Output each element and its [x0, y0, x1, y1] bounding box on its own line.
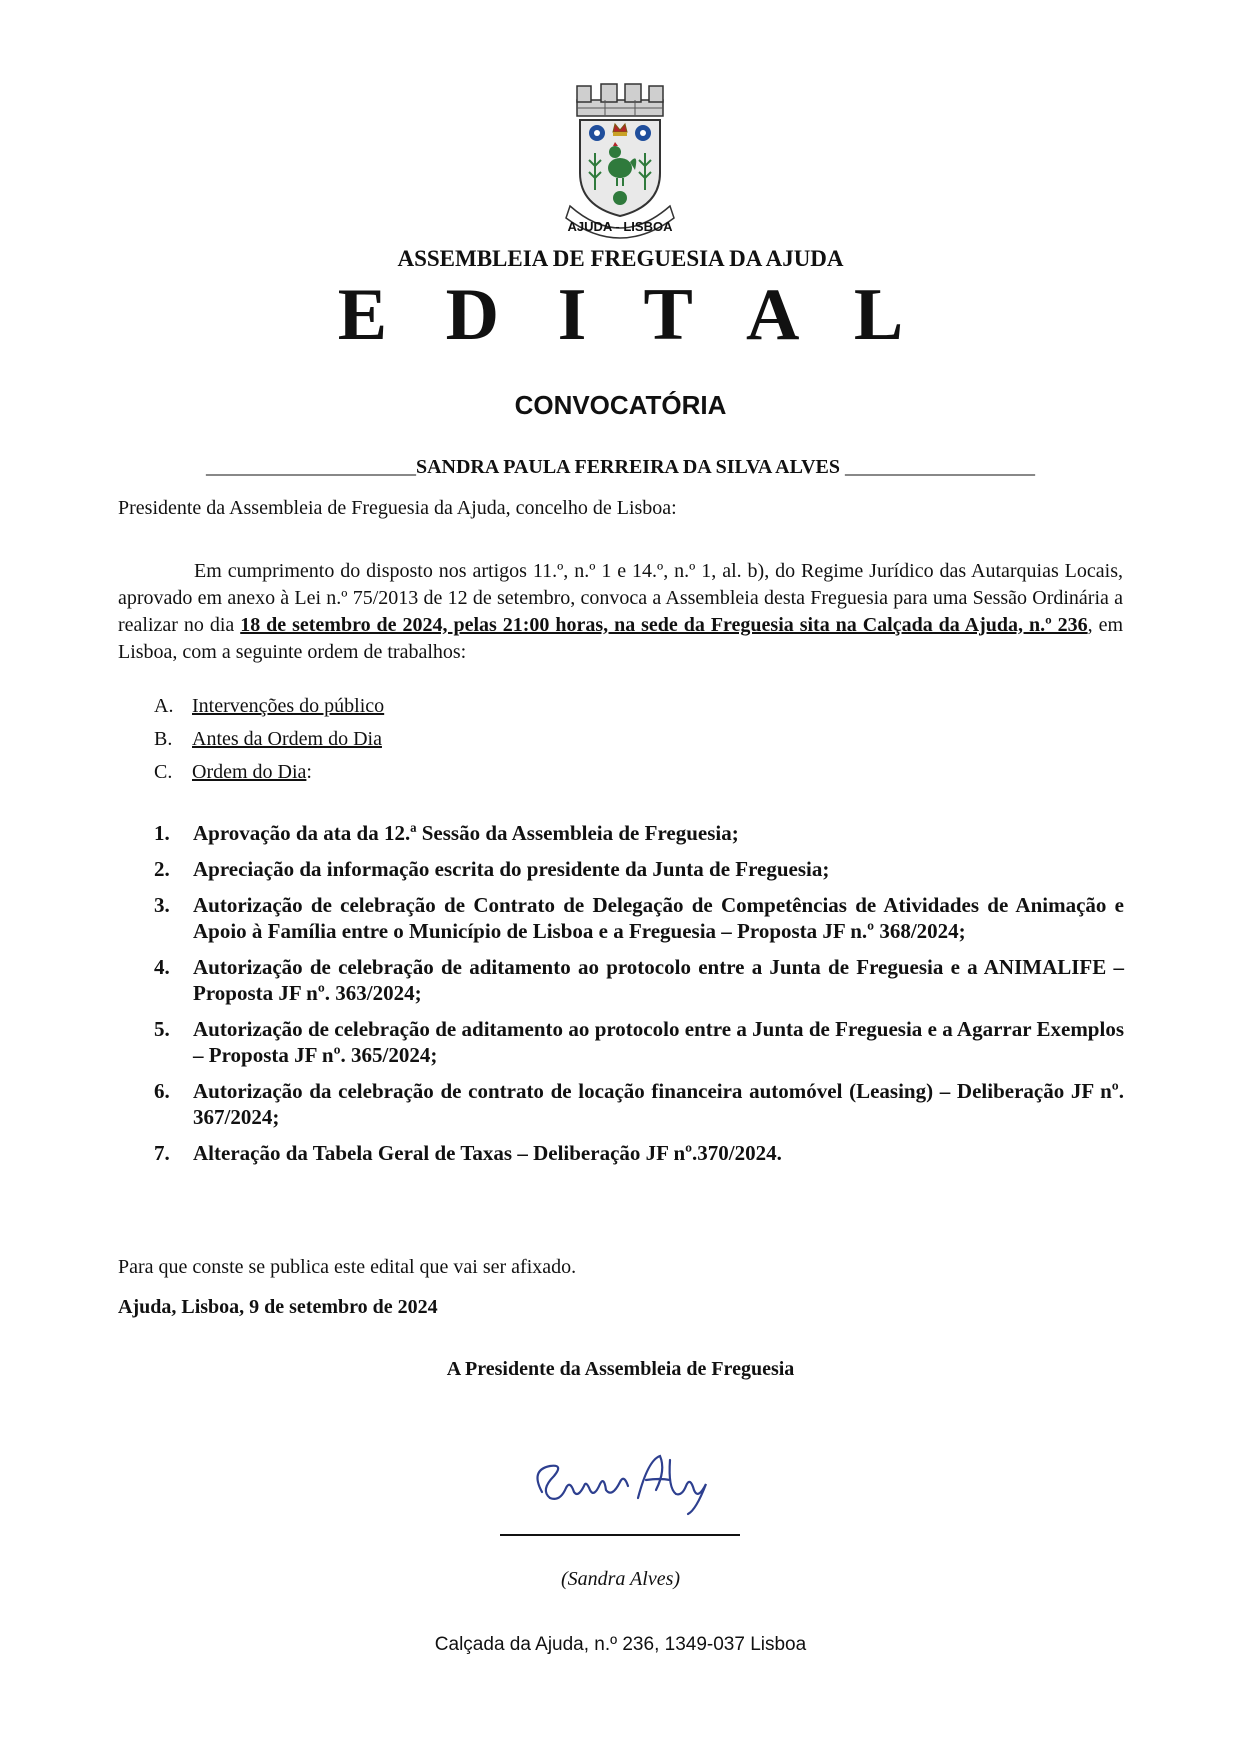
president-name: SANDRA PAULA FERREIRA DA SILVA ALVES: [415, 456, 841, 478]
agenda-item-text: Autorização de celebração de Contrato de Delegação de Competências de Atividades de Animação e Apoio à Família entre o Município de Lisboa e a Freguesia – Proposta JF n.º 368/2024;: [193, 893, 1124, 943]
session-details: 18 de setembro de 2024, pelas 21:00 horas, na sede da Freguesia sita na Calçada da Ajuda, n.º 236: [240, 614, 1088, 636]
agenda-item: 6. Autorização da celebração de contrato de locação financeira automóvel (Leasing) – Deliberação JF nº. 367/2024;: [154, 1079, 1124, 1129]
section-item: A. Intervenções do público: [154, 695, 385, 717]
assembly-heading: ASSEMBLEIA DE FREGUESIA DA AJUDA: [397, 246, 844, 271]
agenda-item-text: Autorização de celebração de aditamento ao protocolo entre a Junta de Freguesia e a ANIMALIFE – Proposta JF nº. 363/2024;: [193, 955, 1124, 1005]
section-item: C. Ordem do Dia:: [154, 761, 312, 783]
agenda-item-text: Aprovação da ata da 12.ª Sessão da Assembleia de Freguesia;: [193, 821, 739, 845]
agenda-item: 5. Autorização de celebração de aditamento ao protocolo entre a Junta de Freguesia e a Agarrar Exemplos – Proposta JF nº. 365/2024;: [154, 1017, 1124, 1067]
president-role: Presidente da Assembleia de Freguesia da Ajuda, concelho de Lisboa:: [118, 497, 677, 519]
agenda-item-text: Apreciação da informação escrita do presidente da Junta de Freguesia;: [193, 857, 830, 881]
agenda-item: 7. Alteração da Tabela Geral de Taxas – Deliberação JF nº.370/2024.: [154, 1141, 782, 1165]
agenda-item-text: Autorização da celebração de contrato de locação financeira automóvel (Leasing) – Deliberação JF nº. 367/2024;: [193, 1079, 1124, 1129]
footer-address: Calçada da Ajuda, n.º 236, 1349-037 Lisboa: [434, 1634, 807, 1655]
handwritten-signature: [520, 1440, 720, 1520]
signatory-title: A Presidente da Assembleia de Freguesia: [446, 1358, 795, 1380]
agenda-item: 2. Apreciação da informação escrita do presidente da Junta de Freguesia;: [154, 857, 830, 881]
agenda-item: 3. Autorização de celebração de Contrato de Delegação de Competências de Atividades de Animação e Apoio à Família entre o Município de Lisboa e a Freguesia – Proposta JF n.º 368/2024;: [154, 893, 1124, 943]
globe-icon: [613, 191, 627, 205]
agenda-item-text: Alteração da Tabela Geral de Taxas – Deliberação JF nº.370/2024.: [193, 1141, 782, 1165]
convocation-paragraph: [118, 558, 1123, 666]
body-part-2: , em Lisboa, com a seguinte ordem de trabalhos:: [118, 614, 1124, 663]
agenda-list: [154, 820, 1124, 1176]
rule-right: ___________________: [840, 456, 1036, 478]
mural-crown-icon: [577, 84, 663, 116]
agenda-item: 4. Autorização de celebração de aditamento ao protocolo entre a Junta de Freguesia e a ANIMALIFE – Proposta JF nº. 363/2024;: [154, 955, 1124, 1005]
signer-name: (Sandra Alves): [560, 1568, 681, 1590]
rule-left: _____________________: [205, 456, 416, 478]
publication-note: Para que conste se publica este edital que vai ser afixado.: [118, 1256, 577, 1278]
body-part-1: Em cumprimento do disposto nos artigos 11.º, n.º 1 e 14.º, n.º 1, al. b), do Regime Jurídico das Autarquias Locais, aprovado em anexo à Lei n.º 75/2013 de 12 de setembro, convoca a Assembleia desta Freguesia para uma Sessão Ordinária a realizar no dia: [118, 560, 1123, 636]
place-date-line: Ajuda, Lisboa, 9 de setembro de 2024: [118, 1296, 438, 1318]
president-name-line: [118, 456, 1123, 479]
sections-list: [154, 690, 384, 789]
signature-rule: [500, 1534, 740, 1536]
coat-of-arms-logo: [535, 78, 705, 248]
document-subtitle: CONVOCATÓRIA: [514, 390, 727, 420]
agenda-item-text: Autorização de celebração de aditamento ao protocolo entre a Junta de Freguesia e a Agarrar Exemplos – Proposta JF nº. 365/2024;: [193, 1017, 1124, 1067]
document-title: E D I T A L: [337, 274, 924, 356]
section-label: Intervenções do público: [192, 695, 385, 717]
agenda-item: 1. Aprovação da ata da 12.ª Sessão da Assembleia de Freguesia;: [154, 821, 739, 845]
crest-motto: AJUDA - LISBOA: [567, 219, 673, 234]
section-label: Antes da Ordem do Dia: [192, 728, 382, 750]
section-item: B. Antes da Ordem do Dia: [154, 728, 382, 750]
section-label: Ordem do Dia: [192, 761, 307, 783]
